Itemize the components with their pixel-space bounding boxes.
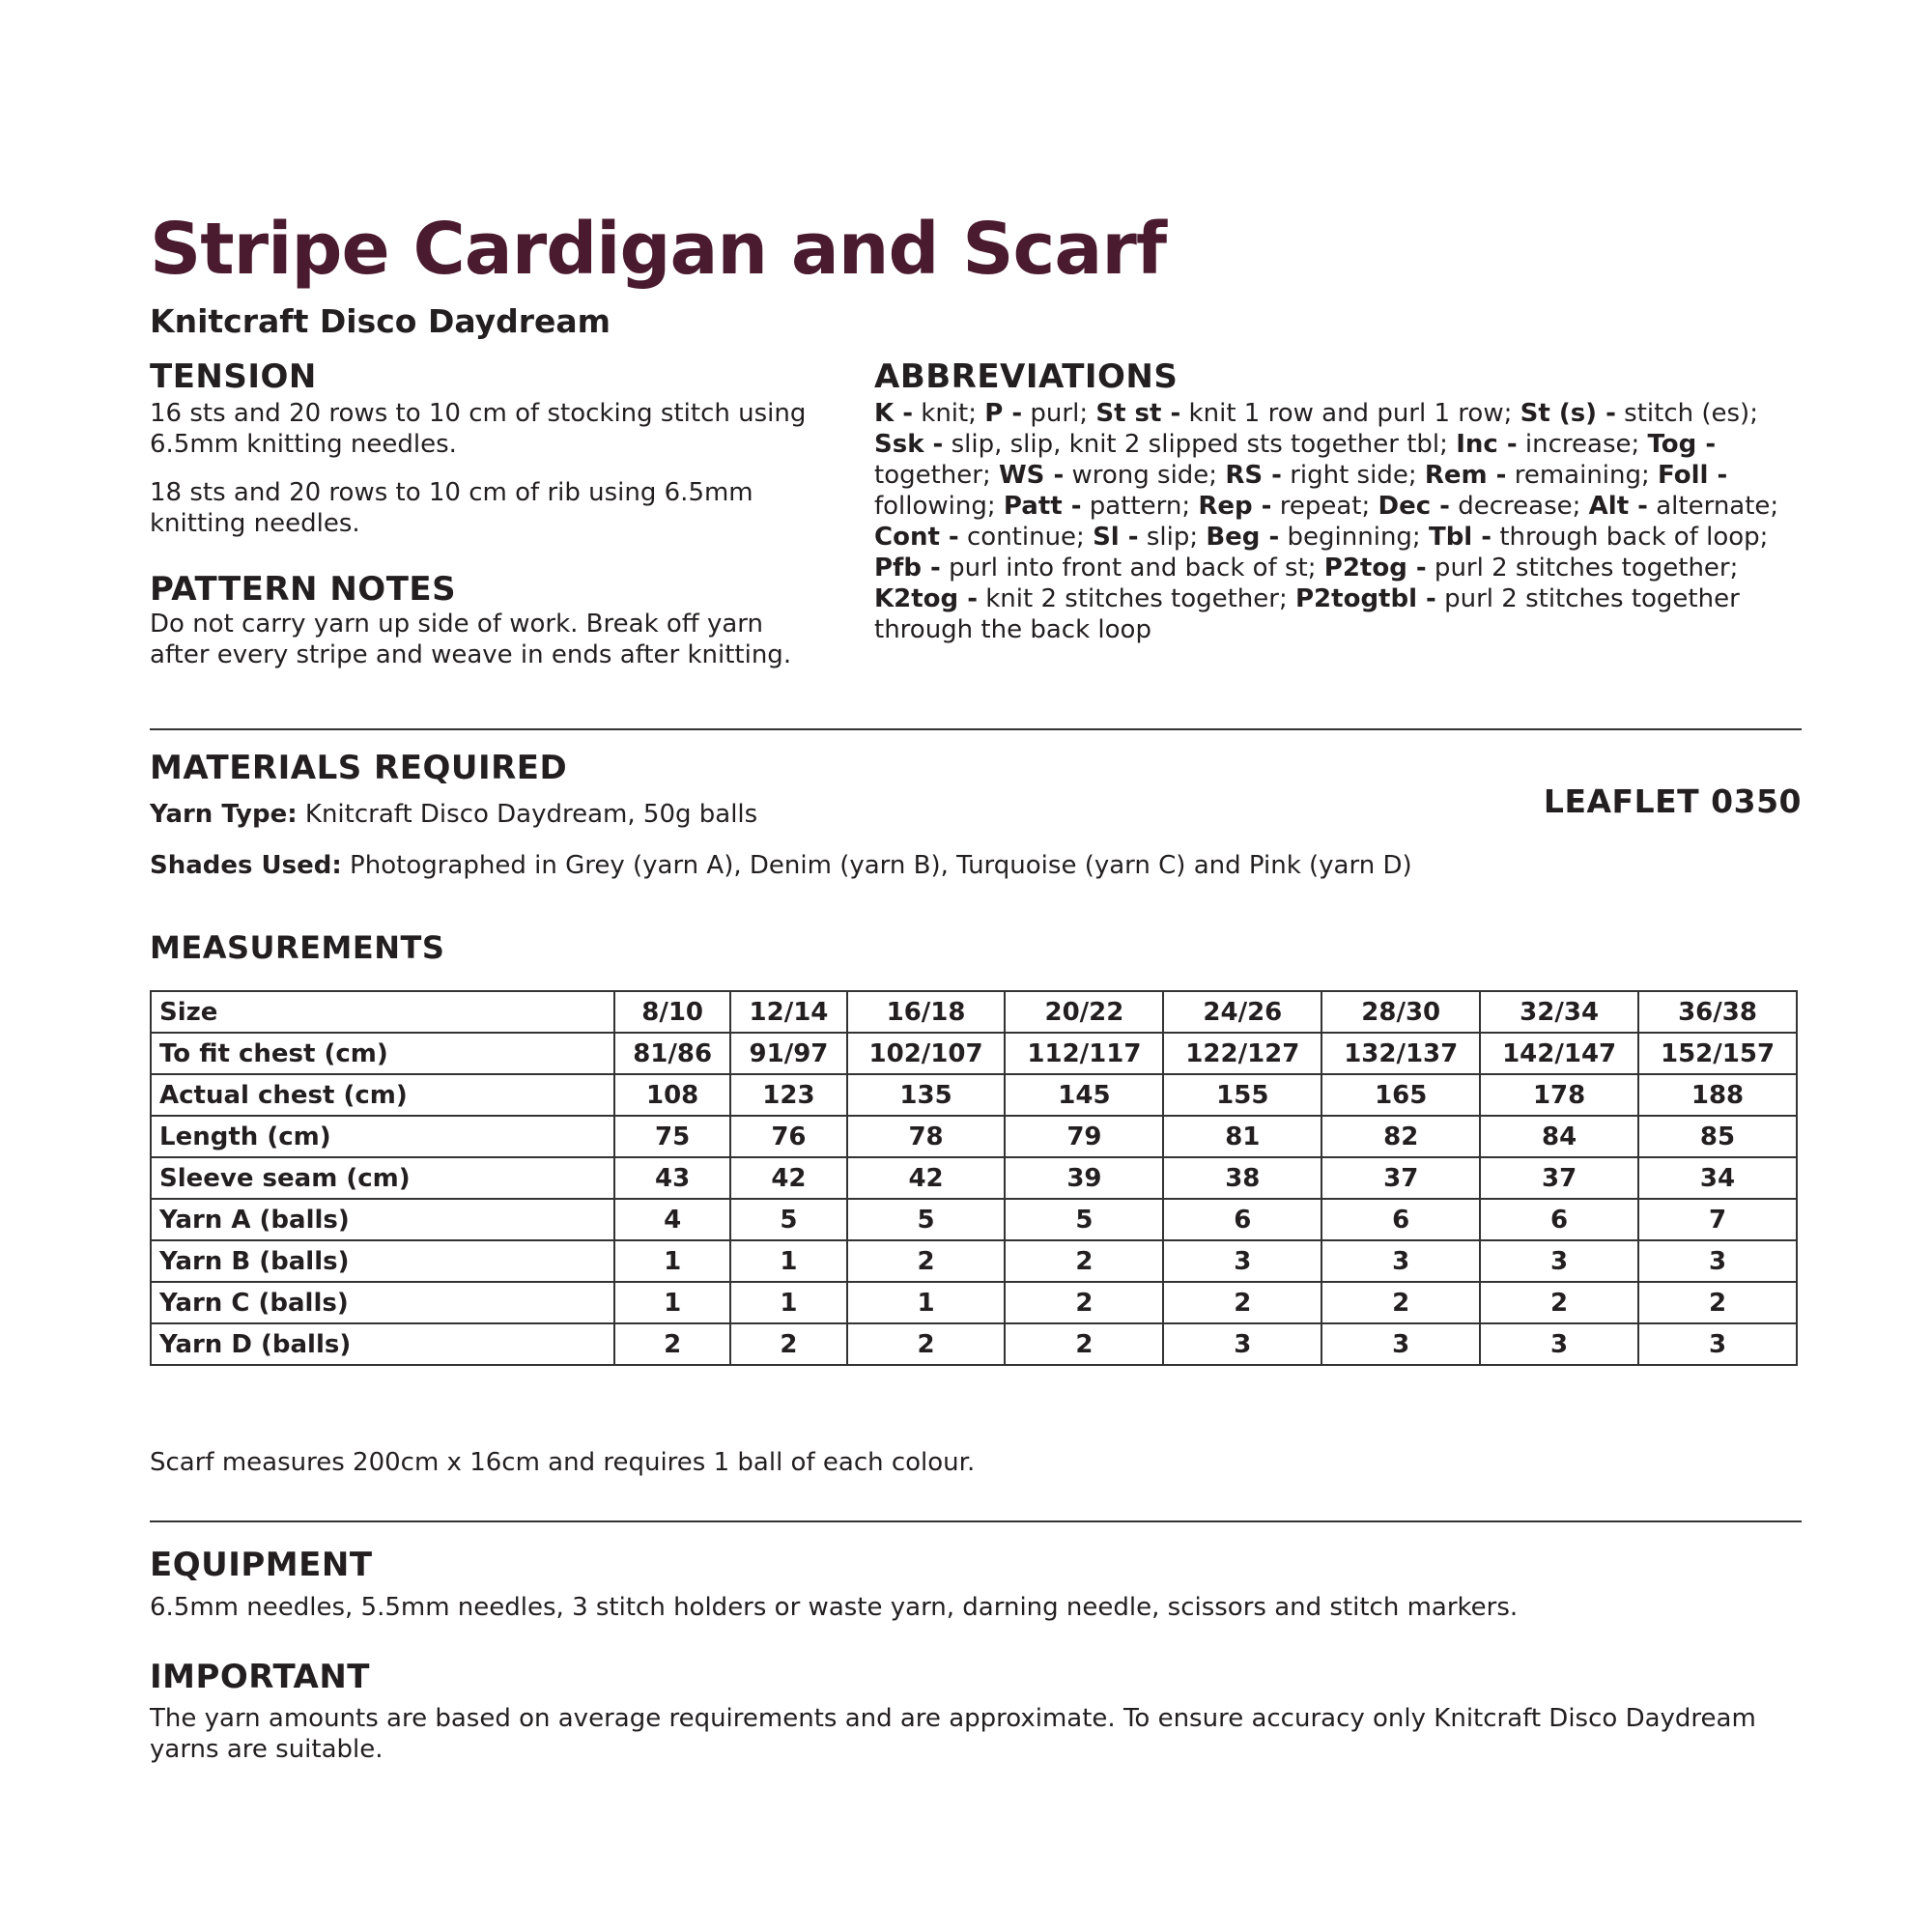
table-cell: 39 — [1005, 1157, 1163, 1199]
tension-heading: TENSION — [150, 357, 317, 396]
yarn-type-value: Knitcraft Disco Daydream, 50g balls — [297, 800, 758, 829]
pattern-notes-text: Do not carry yarn up side of work. Break off yarn after every stripe and weave in ends after knitting. — [150, 610, 792, 669]
table-cell: 37 — [1480, 1157, 1638, 1199]
table-cell: 2 — [1638, 1282, 1797, 1323]
table-cell: 1 — [614, 1240, 730, 1282]
abbreviation-meaning: stitch (es); — [1615, 399, 1758, 428]
abbreviation-meaning: purl into front and back of st; — [940, 554, 1324, 582]
abbreviation-key: K - — [874, 399, 913, 428]
table-cell: 34 — [1638, 1157, 1797, 1199]
table-cell: 3 — [1321, 1240, 1480, 1282]
table-cell: 5 — [847, 1199, 1006, 1240]
abbreviation-key: Cont - — [874, 523, 959, 552]
table-cell: 135 — [847, 1074, 1006, 1116]
table-cell: 3 — [1480, 1240, 1638, 1282]
table-row — [151, 1323, 1797, 1365]
abbreviation-key: P - — [984, 399, 1023, 428]
abbreviation-meaning: alternate; — [1647, 492, 1779, 521]
important-text: The yarn amounts are based on average requirements and are approximate. To ensure accuracy only Knitcraft Disco Daydream yarns are suitable. — [150, 1704, 1756, 1764]
table-cell: 2 — [1163, 1282, 1321, 1323]
table-cell: 165 — [1321, 1074, 1480, 1116]
table-cell: 178 — [1480, 1074, 1638, 1116]
table-cell: 24/26 — [1163, 991, 1321, 1033]
abbreviation-key: St st - — [1095, 399, 1181, 428]
table-cell: 3 — [1638, 1323, 1797, 1365]
table-cell: 122/127 — [1163, 1033, 1321, 1074]
abbreviations-heading: ABBREVIATIONS — [874, 357, 1179, 396]
measurements-table — [150, 990, 1798, 1366]
abbreviation-key: Dec - — [1378, 492, 1450, 521]
table-cell: 38 — [1163, 1157, 1321, 1199]
shades-label: Shades Used: — [150, 851, 342, 880]
abbreviation-meaning: knit 2 stitches together; — [977, 584, 1295, 613]
abbreviation-key: Ssk - — [874, 430, 944, 459]
abbreviation-meaning: purl 2 stitches together through the back loop — [874, 584, 1740, 644]
table-cell: 2 — [614, 1323, 730, 1365]
table-cell: 2 — [847, 1323, 1006, 1365]
table-row — [151, 1116, 1797, 1157]
abbreviation-meaning: remaining; — [1506, 461, 1659, 490]
abbreviation-meaning: together; — [874, 461, 999, 490]
abbreviation-meaning: increase; — [1517, 430, 1648, 459]
table-cell: 6 — [1163, 1199, 1321, 1240]
table-cell: 1 — [847, 1282, 1006, 1323]
yarn-type — [150, 799, 757, 830]
table-cell: 28/30 — [1321, 991, 1480, 1033]
abbreviation-meaning: purl 2 stitches together; — [1426, 554, 1739, 582]
table-cell: 188 — [1638, 1074, 1797, 1116]
table-cell: 2 — [730, 1323, 846, 1365]
abbreviation-key: Patt - — [1003, 492, 1082, 521]
subtitle: Knitcraft Disco Daydream — [150, 302, 611, 340]
table-cell: 132/137 — [1321, 1033, 1480, 1074]
table-cell: 4 — [614, 1199, 730, 1240]
row-label: Actual chest (cm) — [151, 1074, 614, 1116]
scarf-note: Scarf measures 200cm x 16cm and requires 1 ball of each colour. — [150, 1448, 976, 1477]
table-cell: 2 — [1480, 1282, 1638, 1323]
table-cell: 2 — [1005, 1282, 1163, 1323]
table-row — [151, 1199, 1797, 1240]
abbreviation-meaning: beginning; — [1279, 523, 1429, 552]
table-cell: 8/10 — [614, 991, 730, 1033]
table-cell: 16/18 — [847, 991, 1006, 1033]
table-row — [151, 1282, 1797, 1323]
table-cell: 1 — [730, 1282, 846, 1323]
table-row — [151, 991, 1797, 1033]
shades-value: Photographed in Grey (yarn A), Denim (yarn B), Turquoise (yarn C) and Pink (yarn D) — [341, 851, 1412, 880]
row-label: Sleeve seam (cm) — [151, 1157, 614, 1199]
table-cell: 42 — [730, 1157, 846, 1199]
table-cell: 78 — [847, 1116, 1006, 1157]
shades-used — [150, 850, 1412, 881]
row-label: Yarn C (balls) — [151, 1282, 614, 1323]
table-cell: 42 — [847, 1157, 1006, 1199]
abbreviation-meaning: wrong side; — [1064, 461, 1226, 490]
row-label: Size — [151, 991, 614, 1033]
divider — [150, 1520, 1802, 1522]
leaflet-number: LEAFLET 0350 — [1543, 782, 1802, 820]
equipment-heading: EQUIPMENT — [150, 1546, 373, 1584]
abbreviation-meaning: through back of loop; — [1492, 523, 1769, 552]
table-cell: 3 — [1480, 1323, 1638, 1365]
table-cell: 155 — [1163, 1074, 1321, 1116]
row-label: Yarn A (balls) — [151, 1199, 614, 1240]
table-row — [151, 1240, 1797, 1282]
abbreviation-key: Pfb - — [874, 554, 941, 582]
table-cell: 2 — [1321, 1282, 1480, 1323]
table-cell: 152/157 — [1638, 1033, 1797, 1074]
table-cell: 82 — [1321, 1116, 1480, 1157]
abbreviation-meaning: continue; — [958, 523, 1094, 552]
table-cell: 1 — [614, 1282, 730, 1323]
table-cell: 12/14 — [730, 991, 846, 1033]
row-label: Yarn B (balls) — [151, 1240, 614, 1282]
table-cell: 2 — [1005, 1240, 1163, 1282]
abbreviation-meaning: slip; — [1138, 523, 1207, 552]
table-cell: 2 — [1005, 1323, 1163, 1365]
abbreviation-key: Inc - — [1456, 430, 1518, 459]
abbreviation-key: WS - — [998, 461, 1065, 490]
equipment-text: 6.5mm needles, 5.5mm needles, 3 stitch holders or waste yarn, darning needle, scissors and stitch markers. — [150, 1593, 1519, 1622]
table-cell: 5 — [730, 1199, 846, 1240]
abbreviation-key: Alt - — [1588, 492, 1648, 521]
abbreviation-meaning: right side; — [1281, 461, 1425, 490]
abbreviation-meaning: slip, slip, knit 2 slipped sts together tbl; — [943, 430, 1457, 459]
abbreviation-key: Sl - — [1093, 523, 1139, 552]
table-cell: 7 — [1638, 1199, 1797, 1240]
abbreviation-meaning: purl; — [1022, 399, 1096, 428]
abbreviation-meaning: decrease; — [1449, 492, 1589, 521]
table-cell: 85 — [1638, 1116, 1797, 1157]
abbreviation-key: Tbl - — [1428, 523, 1492, 552]
row-label: Length (cm) — [151, 1116, 614, 1157]
abbreviation-key: Foll - — [1658, 461, 1728, 490]
abbreviation-meaning: following; — [874, 492, 1004, 521]
table-cell: 36/38 — [1638, 991, 1797, 1033]
table-cell: 112/117 — [1005, 1033, 1163, 1074]
abbreviation-key: Beg - — [1206, 523, 1280, 552]
table-cell: 1 — [730, 1240, 846, 1282]
abbreviation-meaning: pattern; — [1081, 492, 1199, 521]
table-cell: 145 — [1005, 1074, 1163, 1116]
table-cell: 20/22 — [1005, 991, 1163, 1033]
table-row — [151, 1157, 1797, 1199]
materials-heading: MATERIALS REQUIRED — [150, 749, 568, 787]
table-cell: 43 — [614, 1157, 730, 1199]
pattern-notes-heading: PATTERN NOTES — [150, 570, 457, 609]
table-cell: 6 — [1480, 1199, 1638, 1240]
abbreviation-meaning: repeat; — [1271, 492, 1378, 521]
abbreviations-text — [874, 398, 1806, 645]
table-cell: 6 — [1321, 1199, 1480, 1240]
abbreviation-key: P2togtbl - — [1295, 584, 1436, 613]
table-cell: 91/97 — [730, 1033, 846, 1074]
table-cell: 3 — [1163, 1323, 1321, 1365]
table-cell: 75 — [614, 1116, 730, 1157]
abbreviation-key: Rem - — [1424, 461, 1507, 490]
table-cell: 3 — [1321, 1323, 1480, 1365]
divider — [150, 728, 1802, 730]
table-row — [151, 1074, 1797, 1116]
table-cell: 79 — [1005, 1116, 1163, 1157]
abbreviation-meaning: knit 1 row and purl 1 row; — [1180, 399, 1520, 428]
abbreviation-meaning: knit; — [913, 399, 985, 428]
table-cell: 108 — [614, 1074, 730, 1116]
tension-text-2: 18 sts and 20 rows to 10 cm of rib using 6.5mm knitting needles. — [150, 478, 753, 538]
table-cell: 81/86 — [614, 1033, 730, 1074]
page-title: Stripe Cardigan and Scarf — [150, 208, 1167, 291]
table-cell: 76 — [730, 1116, 846, 1157]
important-heading: IMPORTANT — [150, 1658, 370, 1696]
table-cell: 81 — [1163, 1116, 1321, 1157]
table-cell: 3 — [1163, 1240, 1321, 1282]
table-row — [151, 1033, 1797, 1074]
abbreviation-key: P2tog - — [1323, 554, 1427, 582]
table-cell: 2 — [847, 1240, 1006, 1282]
table-cell: 142/147 — [1480, 1033, 1638, 1074]
abbreviation-key: St (s) - — [1520, 399, 1616, 428]
table-cell: 3 — [1638, 1240, 1797, 1282]
tension-text-1: 16 sts and 20 rows to 10 cm of stocking stitch using 6.5mm knitting needles. — [150, 399, 807, 459]
abbreviation-key: Tog - — [1647, 430, 1717, 459]
abbreviation-key: Rep - — [1198, 492, 1272, 521]
yarn-type-label: Yarn Type: — [150, 800, 298, 829]
abbreviation-key: K2tog - — [874, 584, 978, 613]
row-label: Yarn D (balls) — [151, 1323, 614, 1365]
table-cell: 102/107 — [847, 1033, 1006, 1074]
measurements-heading: MEASUREMENTS — [150, 929, 445, 966]
table-cell: 37 — [1321, 1157, 1480, 1199]
row-label: To fit chest (cm) — [151, 1033, 614, 1074]
table-cell: 32/34 — [1480, 991, 1638, 1033]
table-cell: 5 — [1005, 1199, 1163, 1240]
abbreviation-key: RS - — [1225, 461, 1282, 490]
table-cell: 84 — [1480, 1116, 1638, 1157]
table-cell: 123 — [730, 1074, 846, 1116]
